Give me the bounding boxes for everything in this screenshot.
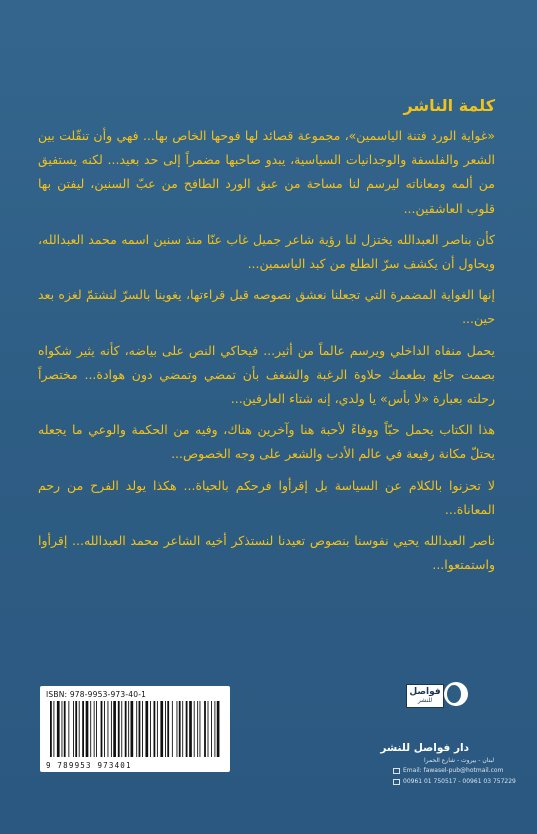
paragraph-2: كأن بناصر العبدالله يختزل لنا رؤية شاعر جميل غاب عنّا منذ سنين اسمه محمد العبدالله، ويحاول أن يكشف سرّ الطلع من كبد الياسمين...: [38, 231, 495, 272]
publisher-address: لبنان - بيروت - شارع الحمرا: [424, 757, 495, 764]
publisher-email: Email: fawasel-pub@hotmail.com: [403, 767, 504, 774]
publisher-phone-row: [393, 778, 516, 785]
barcode-label: [40, 686, 230, 772]
paragraph-1: «غواية الورد فتنة الياسمين»، مجموعة قصائد لها فوحها الخاص بها... فهي وأن تنقّلت بين الشعر والفلسفة والوجدانيات السياسية، يبدو صاحبها مضمراً إلى حد بعيد... لكنه يستفيق من ألمه ومعاناته ليرسم لنا مساحة من عبق الورد الطافح من عبّ السنين، ليفتن بها قلوب العاشقين...: [38, 128, 495, 216]
publisher-name: دار فواصل للنشر: [380, 742, 469, 754]
logo-crescent-icon: [444, 682, 468, 706]
publisher-email-row: [393, 767, 503, 774]
publisher-note-body: [38, 124, 495, 584]
logo-wordmark: [406, 684, 444, 708]
publisher-phone: 00961 01 750517 - 00961 03 757229: [403, 778, 516, 785]
logo-name: فواصل: [409, 687, 441, 697]
email-icon: [393, 768, 400, 774]
logo-subtitle: للنشر: [417, 697, 433, 704]
paragraph-5: هذا الكتاب يحمل حبّاً ووفاءً لأحبة هنا وآخرين هناك، وفيه من الحكمة والوعي ما يجعله يحتلّ مكانة رفيعة في عالم الأدب والشعر على وجه الخصوص...: [38, 422, 495, 462]
barcode-number: 9 789953 973401: [46, 761, 132, 770]
barcode-icon: [48, 701, 223, 757]
publisher-note-heading: كلمة الناشر: [403, 96, 495, 115]
paragraph-7: ناصر العبدالله يحيي نفوسنا بنصوص تعيدنا لنستذكر أخيه الشاعر محمد العبدالله... إقرأوا واستمتعوا...: [38, 533, 495, 573]
phone-icon: [393, 779, 400, 785]
publisher-logo: [400, 680, 464, 726]
isbn-text: ISBN: 978-9953-973-40-1: [46, 690, 147, 699]
paragraph-6: لا تحزنوا بالكلام عن السياسة بل إقرأوا فرحكم بالحياة... هكذا يولد الفرح من رحم المعاناة...: [38, 477, 495, 517]
paragraph-3: إنها الغواية المضمرة التي تجعلنا نعشق نصوصه قبل قراءتها، يغوينا بالسرّ لنشتمّ لغزه بعد حين...: [38, 287, 495, 327]
paragraph-4: يحمل منفاه الداخلي ويرسم عالماً من أثير... فيحاكي النص على بياضه، كأنه يثير شكواه بصمت جائع بطعمك حلاوة الرغبة والشغف بأن تمضي وتمضي دون هوادة... مختصراً رحلته بعبارة «لا بأس» يا ولدي، إنه شتاء العارفين...: [38, 342, 495, 407]
